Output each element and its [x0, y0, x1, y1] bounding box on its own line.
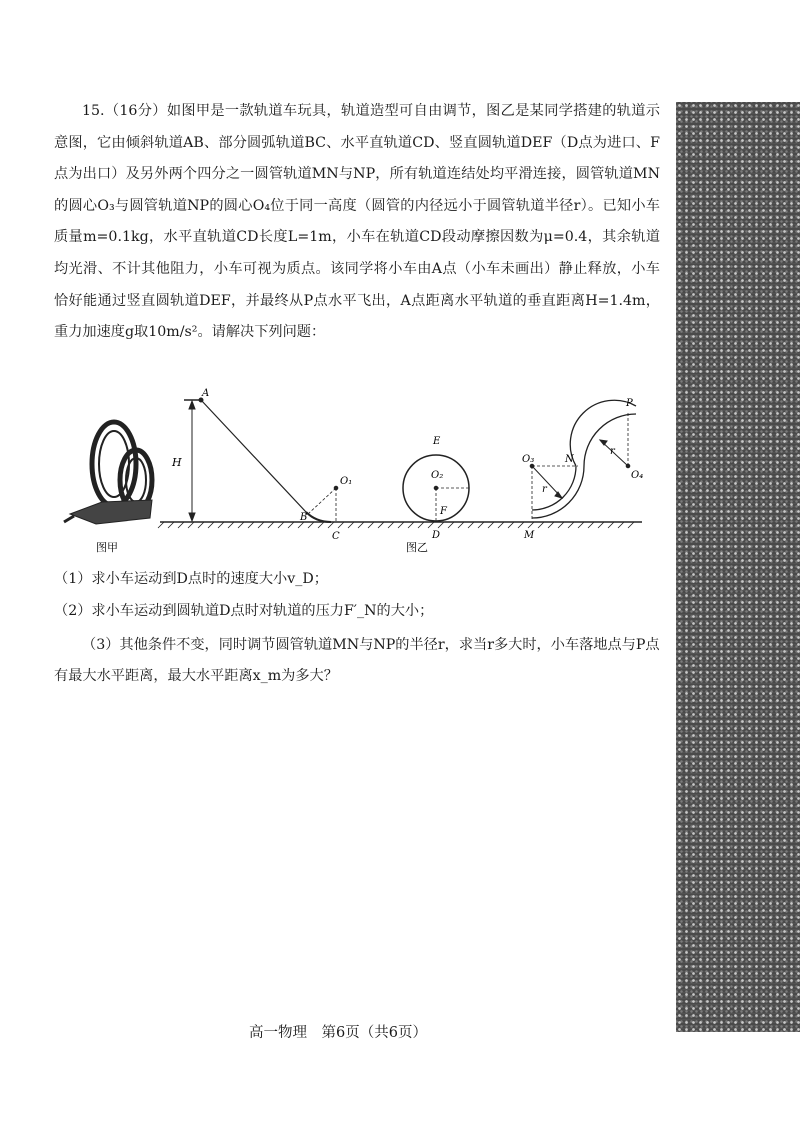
label-O4: O₄ [631, 470, 644, 481]
tube-tracks-MN-NP [530, 400, 636, 520]
label-C: C [332, 531, 340, 542]
label-O1: O₁ [340, 476, 353, 487]
label-O2: O₂ [431, 470, 444, 481]
label-P: P [626, 398, 633, 409]
label-N: N [565, 454, 574, 465]
label-H: H [172, 456, 182, 469]
caption-jia: 图甲 [96, 541, 118, 554]
question-3: （3）其他条件不变，同时调节圆管轨道MN与NP的半径r，求当r多大时，小车落地点与P点有最大水平距离，最大水平距离x_m为多大？ [54, 637, 660, 684]
caption-yi: 图乙 [406, 541, 428, 554]
toy-photo-sketch [64, 422, 152, 524]
label-r-MN: r [542, 484, 547, 495]
question-2: （2）求小车运动到圆轨道D点时对轨道的压力F′_N的大小； [54, 603, 434, 619]
label-r-NP: r [610, 446, 615, 457]
label-B: B [300, 512, 308, 523]
label-D: D [432, 530, 441, 541]
label-M: M [524, 530, 535, 541]
track-figure [56, 388, 656, 558]
scan-edge-pattern [676, 102, 800, 1032]
height-marker [184, 400, 201, 521]
question-1: （1）求小车运动到D点时的速度大小v_D； [54, 571, 328, 587]
ground [158, 522, 642, 528]
label-A: A [202, 388, 210, 399]
label-E: E [433, 436, 441, 447]
problem-text: 15.（16分）如图甲是一款轨道车玩具，轨道造型可自由调节，图乙是某同学搭建的轨道示意图，它由倾斜轨道AB、部分圆弧轨道BC、水平直轨道CD、竖直圆轨道DEF（D点为进口、F点为出口）及另外两个四分之一圆管轨道MN与NP，所有轨道连结处均平滑连接，圆管轨道MN的圆心O₃与圆管轨道NP的圆心O₄位于同一高度（圆管的内径远小于圆管轨道半径r）。已知小车质量m=0.1kg，水平直轨道CD长度L=1m，小车在轨道CD段动摩擦因数为μ=0.4，其余轨道均光滑、不计其他阻力，小车可视为质点。该同学将小车由A点（小车未画出）静止释放，小车恰好能通过竖直圆轨道DEF，并最终从P点水平飞出，A点距离水平轨道的垂直距离H=1.4m，重力加速度g取10m/s²。请解决下列问题： [54, 103, 660, 341]
problem-15-statement [54, 96, 660, 349]
label-O3: O₃ [522, 454, 535, 465]
vertical-loop-DEF [403, 455, 470, 521]
page-footer: 高一物理 第6页（共6页） [249, 1025, 427, 1041]
label-F: F [440, 506, 447, 517]
incline-track-AB [199, 398, 338, 522]
